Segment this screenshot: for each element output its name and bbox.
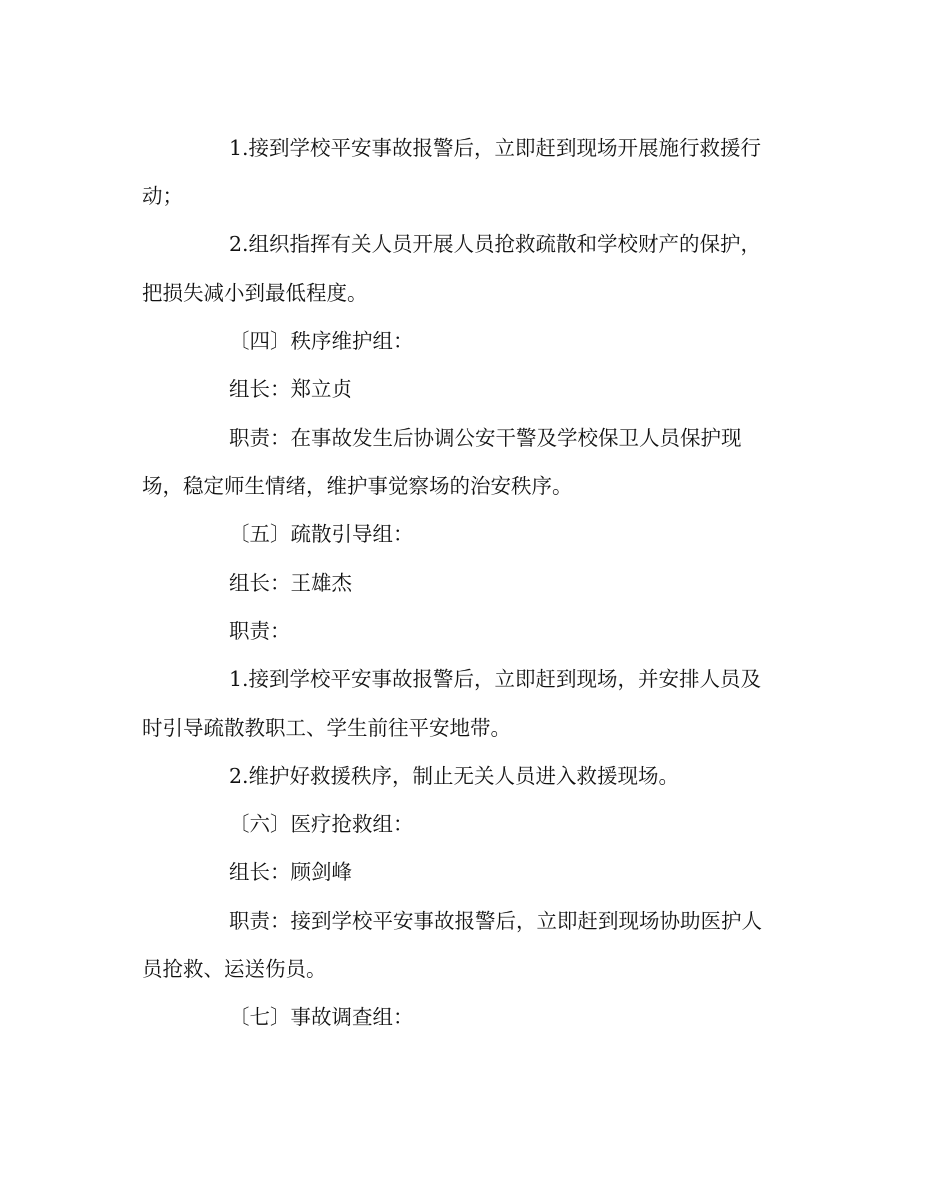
paragraph-line: 1.接到学校平安事故报警后，立即赶到现场，并安排人员及 [229,667,762,691]
paragraph-line: 职责：在事故发生后协调公安干警及学校保卫人员保护现 [229,426,742,450]
section-heading: 〔五〕疏散引导组： [229,522,414,546]
paragraph-line: 把损失减小到最低程度。 [142,281,368,305]
paragraph-line: 2.维护好救援秩序，制止无关人员进入救援现场。 [229,764,680,788]
section-heading: 〔四〕秩序维护组： [229,329,414,353]
paragraph-line: 职责：接到学校平安事故报警后，立即赶到现场协助医护人 [229,909,762,933]
section-heading: 〔七〕事故调查组： [229,1005,414,1029]
paragraph-line: 动； [142,184,183,208]
paragraph-line: 2.组织指挥有关人员开展人员抢救疏散和学校财产的保护， [229,232,762,256]
paragraph-line: 场，稳定师生情绪，维护事觉察场的治安秩序。 [142,474,573,498]
group-leader: 组长：王雄杰 [229,571,352,595]
paragraph-line: 时引导疏散教职工、学生前往平安地带。 [142,716,511,740]
group-leader: 组长：郑立贞 [229,377,352,401]
paragraph-line: 1.接到学校平安事故报警后，立即赶到现场开展施行救援行 [229,136,762,160]
duty-label: 职责： [229,619,291,643]
paragraph-line: 员抢救、运送伤员。 [142,957,327,981]
group-leader: 组长：顾剑峰 [229,860,352,884]
section-heading: 〔六〕医疗抢救组： [229,812,414,836]
